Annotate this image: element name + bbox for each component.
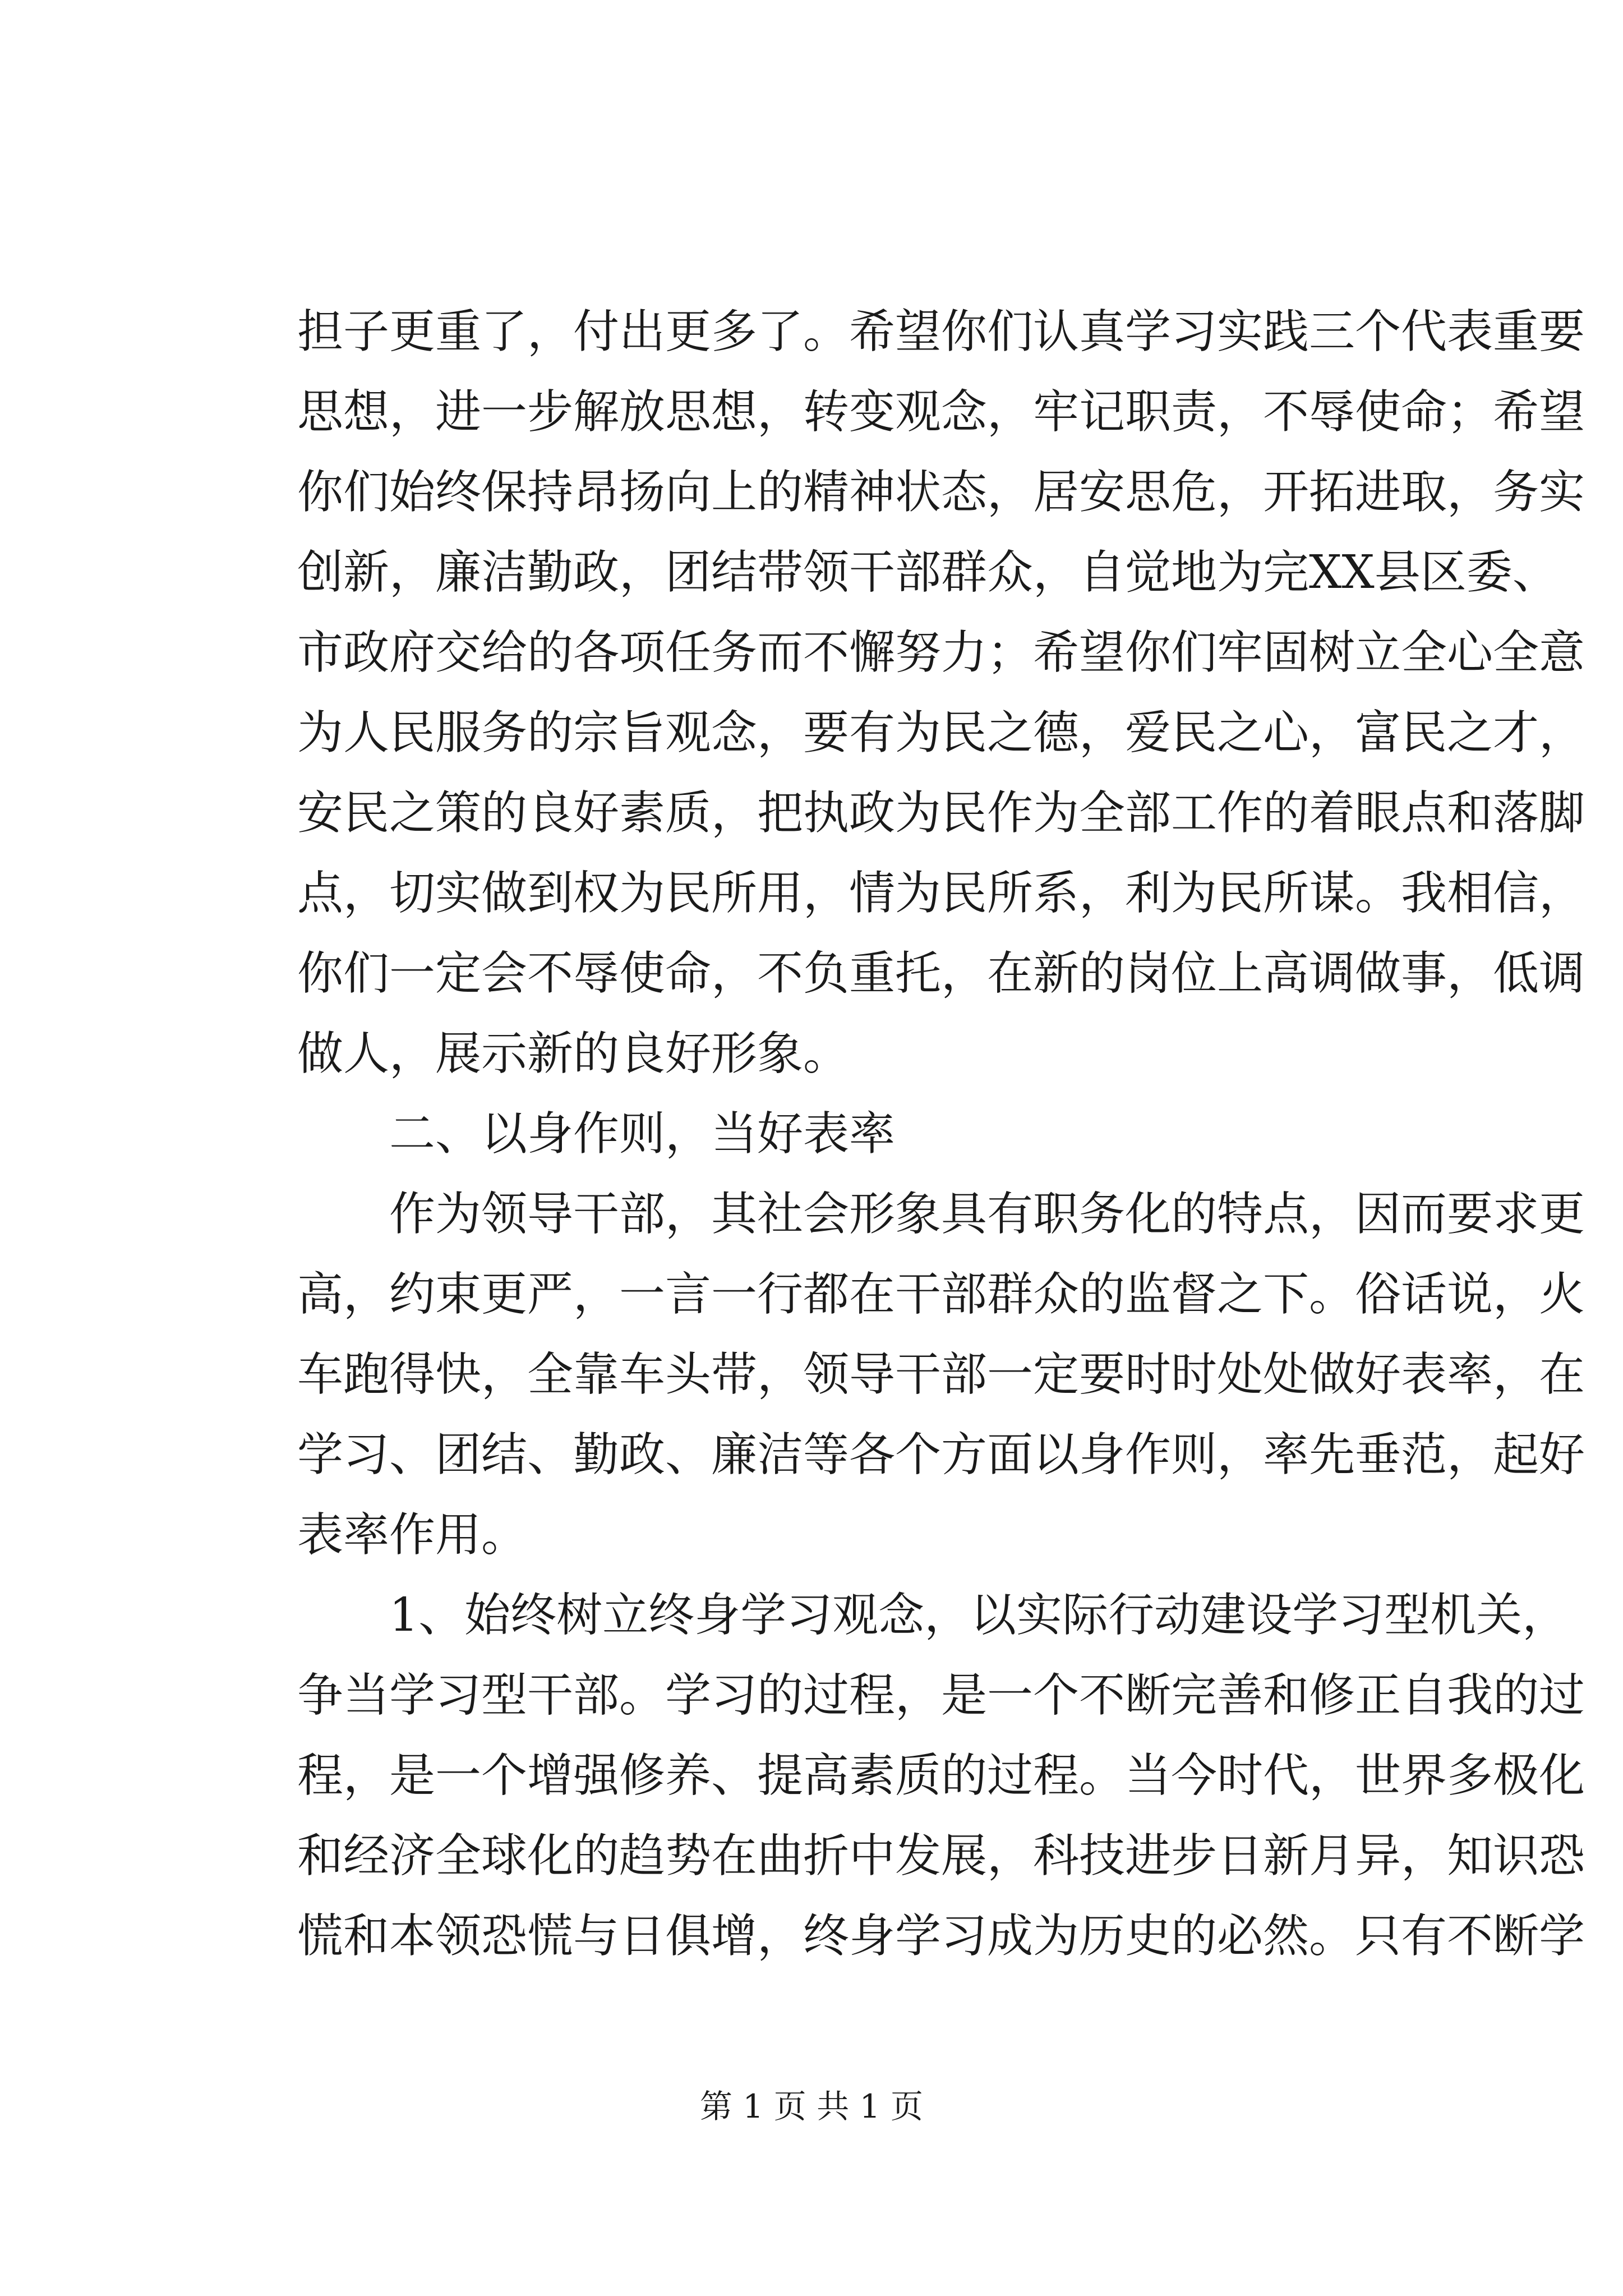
paragraph-1-line-9: 你们一定会不辱使命，不负重托，在新的岗位上高调做事，低调 xyxy=(297,947,1585,1000)
paragraph-1-line-8: 点，切实做到权为民所用，情为民所系，利为民所谋。我相信， xyxy=(297,867,1585,920)
paragraph-2-line-3: 车跑得快，全靠车头带，领导干部一定要时时处处做好表率，在 xyxy=(297,1348,1585,1401)
paragraph-3-line-4: 和经济全球化的趋势在曲折中发展，科技进步日新月异，知识恐 xyxy=(297,1829,1585,1883)
section-heading: 二、以身作则，当好表率 xyxy=(389,1107,896,1161)
paragraph-2-line-2: 高，约束更严，一言一行都在干部群众的监督之下。俗话说，火 xyxy=(297,1268,1585,1321)
paragraph-1-line-6: 为人民服务的宗旨观念，要有为民之德，爱民之心，富民之才， xyxy=(297,706,1585,760)
paragraph-1-line-3: 你们始终保持昂扬向上的精神状态，居安思危，开拓进取，务实 xyxy=(297,466,1585,519)
paragraph-1-line-1: 担子更重了，付出更多了。希望你们认真学习实践三个代表重要 xyxy=(297,305,1585,358)
paragraph-2-line-4: 学习、团结、勤政、廉洁等各个方面以身作则，率先垂范，起好 xyxy=(297,1428,1585,1481)
paragraph-1-line-5: 市政府交给的各项任务而不懈努力；希望你们牢固树立全心全意 xyxy=(297,626,1585,679)
paragraph-1-line-2: 思想，进一步解放思想，转变观念，牢记职责，不辱使命；希望 xyxy=(297,385,1585,439)
paragraph-2-line-5: 表率作用。 xyxy=(297,1508,528,1562)
document-body xyxy=(297,292,1585,1976)
paragraph-3-line-3: 程，是一个增强修养、提高素质的过程。当今时代，世界多极化 xyxy=(297,1749,1585,1802)
paragraph-1-line-7: 安民之策的良好素质，把执政为民作为全部工作的着眼点和落脚 xyxy=(297,786,1585,840)
paragraph-2-line-1: 作为领导干部，其社会形象具有职务化的特点，因而要求更 xyxy=(389,1188,1585,1241)
paragraph-1-line-10: 做人，展示新的良好形象。 xyxy=(297,1027,850,1080)
paragraph-3-line-1: 1、始终树立终身学习观念，以实际行动建设学习型机关， xyxy=(389,1589,1569,1642)
page-footer: 第 1 页 共 1 页 xyxy=(700,2087,923,2125)
paragraph-3-line-5: 慌和本领恐慌与日俱增，终身学习成为历史的必然。只有不断学 xyxy=(297,1910,1585,1963)
paragraph-1-line-4: 创新，廉洁勤政，团结带领干部群众，自觉地为完XX县区委、 xyxy=(297,546,1559,599)
paragraph-3-line-2: 争当学习型干部。学习的过程，是一个不断完善和修正自我的过 xyxy=(297,1669,1585,1722)
